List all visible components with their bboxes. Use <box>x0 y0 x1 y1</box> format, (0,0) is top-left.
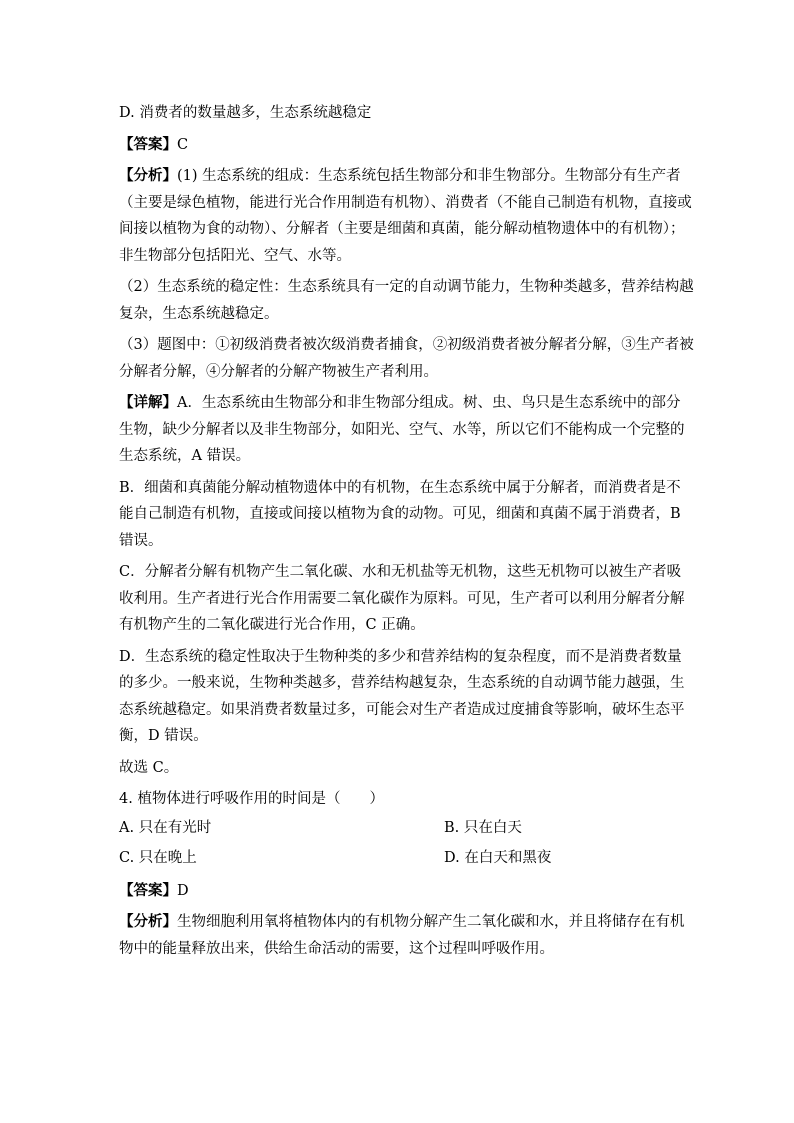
q3-answer <box>119 132 679 159</box>
q4-answer <box>119 878 679 905</box>
q3-detail-line: 有机物产生的二氧化碳进行光合作用，C 正确。 <box>119 617 425 633</box>
option-c: C. 只在晚上 <box>119 849 197 866</box>
q3-detail-line: B．细菌和真菌能分解动植物遗体中的有机物，在生态系统中属于分解者，而消费者是不 <box>119 479 681 496</box>
option-d: D. 在白天和黑夜 <box>444 849 552 866</box>
analysis-tag: 【分析】 <box>119 167 177 184</box>
analysis-tag: 【分析】 <box>119 913 177 930</box>
q4-options-row <box>119 843 679 873</box>
q3-detail-line: 收利用。生产者进行光合作用需要二氧化碳作为原料。可见，生产者可以利用分解者分解 <box>119 590 685 607</box>
detail-tag: 【详解】 <box>119 394 177 411</box>
q3-analysis-line: 【分析】(1) 生态系统的组成：生态系统包括生物部分和非生物部分。生物部分有生产者 <box>119 167 681 184</box>
q3-detail-line: 错误。 <box>119 532 163 549</box>
q3-analysis-line: （3）题图中：①初级消费者被次级消费者捕食，②初级消费者被分解者分解，③生产者被 <box>119 337 694 353</box>
page-content <box>119 100 694 962</box>
q3-detail-line: 衡，D 错误。 <box>119 728 208 744</box>
q3-analysis-line: 非生物部分包括阳光、空气、水等。 <box>119 247 351 264</box>
answer-value: C <box>177 136 189 153</box>
q3-analysis-line: （主要是绿色植物，能进行光合作用制造有机物）、消费者（不能自己制造有机物，直接或 <box>119 194 692 211</box>
q3-conclusion: 故选 C。 <box>119 759 179 776</box>
q3-detail-line: 【详解】A．生态系统由生物部分和非生物部分组成。树、虫、鸟只是生态系统中的部分 <box>119 394 681 411</box>
answer-value: D <box>177 882 189 899</box>
q3-detail-line: 能自己制造有机物，直接或间接以植物为食的动物。可见，细菌和真菌不属于消费者，B <box>119 506 681 522</box>
q3-detail-line: 的多少。一般来说，生物种类越多，营养结构越复杂，生态系统的自动调节能力越强，生 <box>119 675 685 691</box>
q3-analysis-line: 间接以植物为食的动物）、分解者（主要是细菌和真菌，能分解动植物遗体中的有机物）； <box>119 221 685 237</box>
q3-analysis-line: （2）生态系统的稳定性：生态系统具有一定的自动调节能力，生物种类越多，营养结构越 <box>119 279 694 295</box>
q3-detail-line: 生物，缺少分解者以及非生物部分，如阳光、空气、水等，所以它们不能构成一个完整的 <box>119 421 685 438</box>
q4-stem: 4. 植物体进行呼吸作用的时间是（ ） <box>119 791 384 807</box>
q3-detail-line: 态系统越稳定。如果消费者数量过多，可能会对生产者造成过度捕食等影响，破坏生态平 <box>119 701 685 718</box>
answer-tag: 【答案】 <box>119 135 177 153</box>
q4-analysis-line: 物中的能量释放出来，供给生命活动的需要，这个过程叫呼吸作用。 <box>119 940 554 957</box>
prev-option-d: D. 消费者的数量越多，生态系统越稳定 <box>119 105 372 121</box>
q3-detail-line: 生态系统，A 错误。 <box>119 448 251 464</box>
q3-detail-line: C．分解者分解有机物产生二氧化碳、水和无机盐等无机物，这些无机物可以被生产者吸 <box>119 564 682 580</box>
q3-analysis-line: 分解者分解，④分解者的分解产物被生产者利用。 <box>119 363 438 380</box>
q4-analysis-line: 【分析】生物细胞利用氧将植物体内的有机物分解产生二氧化碳和水，并且将储存在有机 <box>119 913 685 930</box>
answer-tag: 【答案】 <box>119 881 177 899</box>
option-a: A. 只在有光时 <box>119 819 212 836</box>
option-b: B. 只在白天 <box>444 819 522 836</box>
q4-options-row <box>119 813 679 843</box>
q3-analysis-line: 复杂，生态系统越稳定。 <box>119 305 279 322</box>
q3-detail-line: D．生态系统的稳定性取决于生物种类的多少和营养结构的复杂程度，而不是消费者数量 <box>119 648 682 665</box>
